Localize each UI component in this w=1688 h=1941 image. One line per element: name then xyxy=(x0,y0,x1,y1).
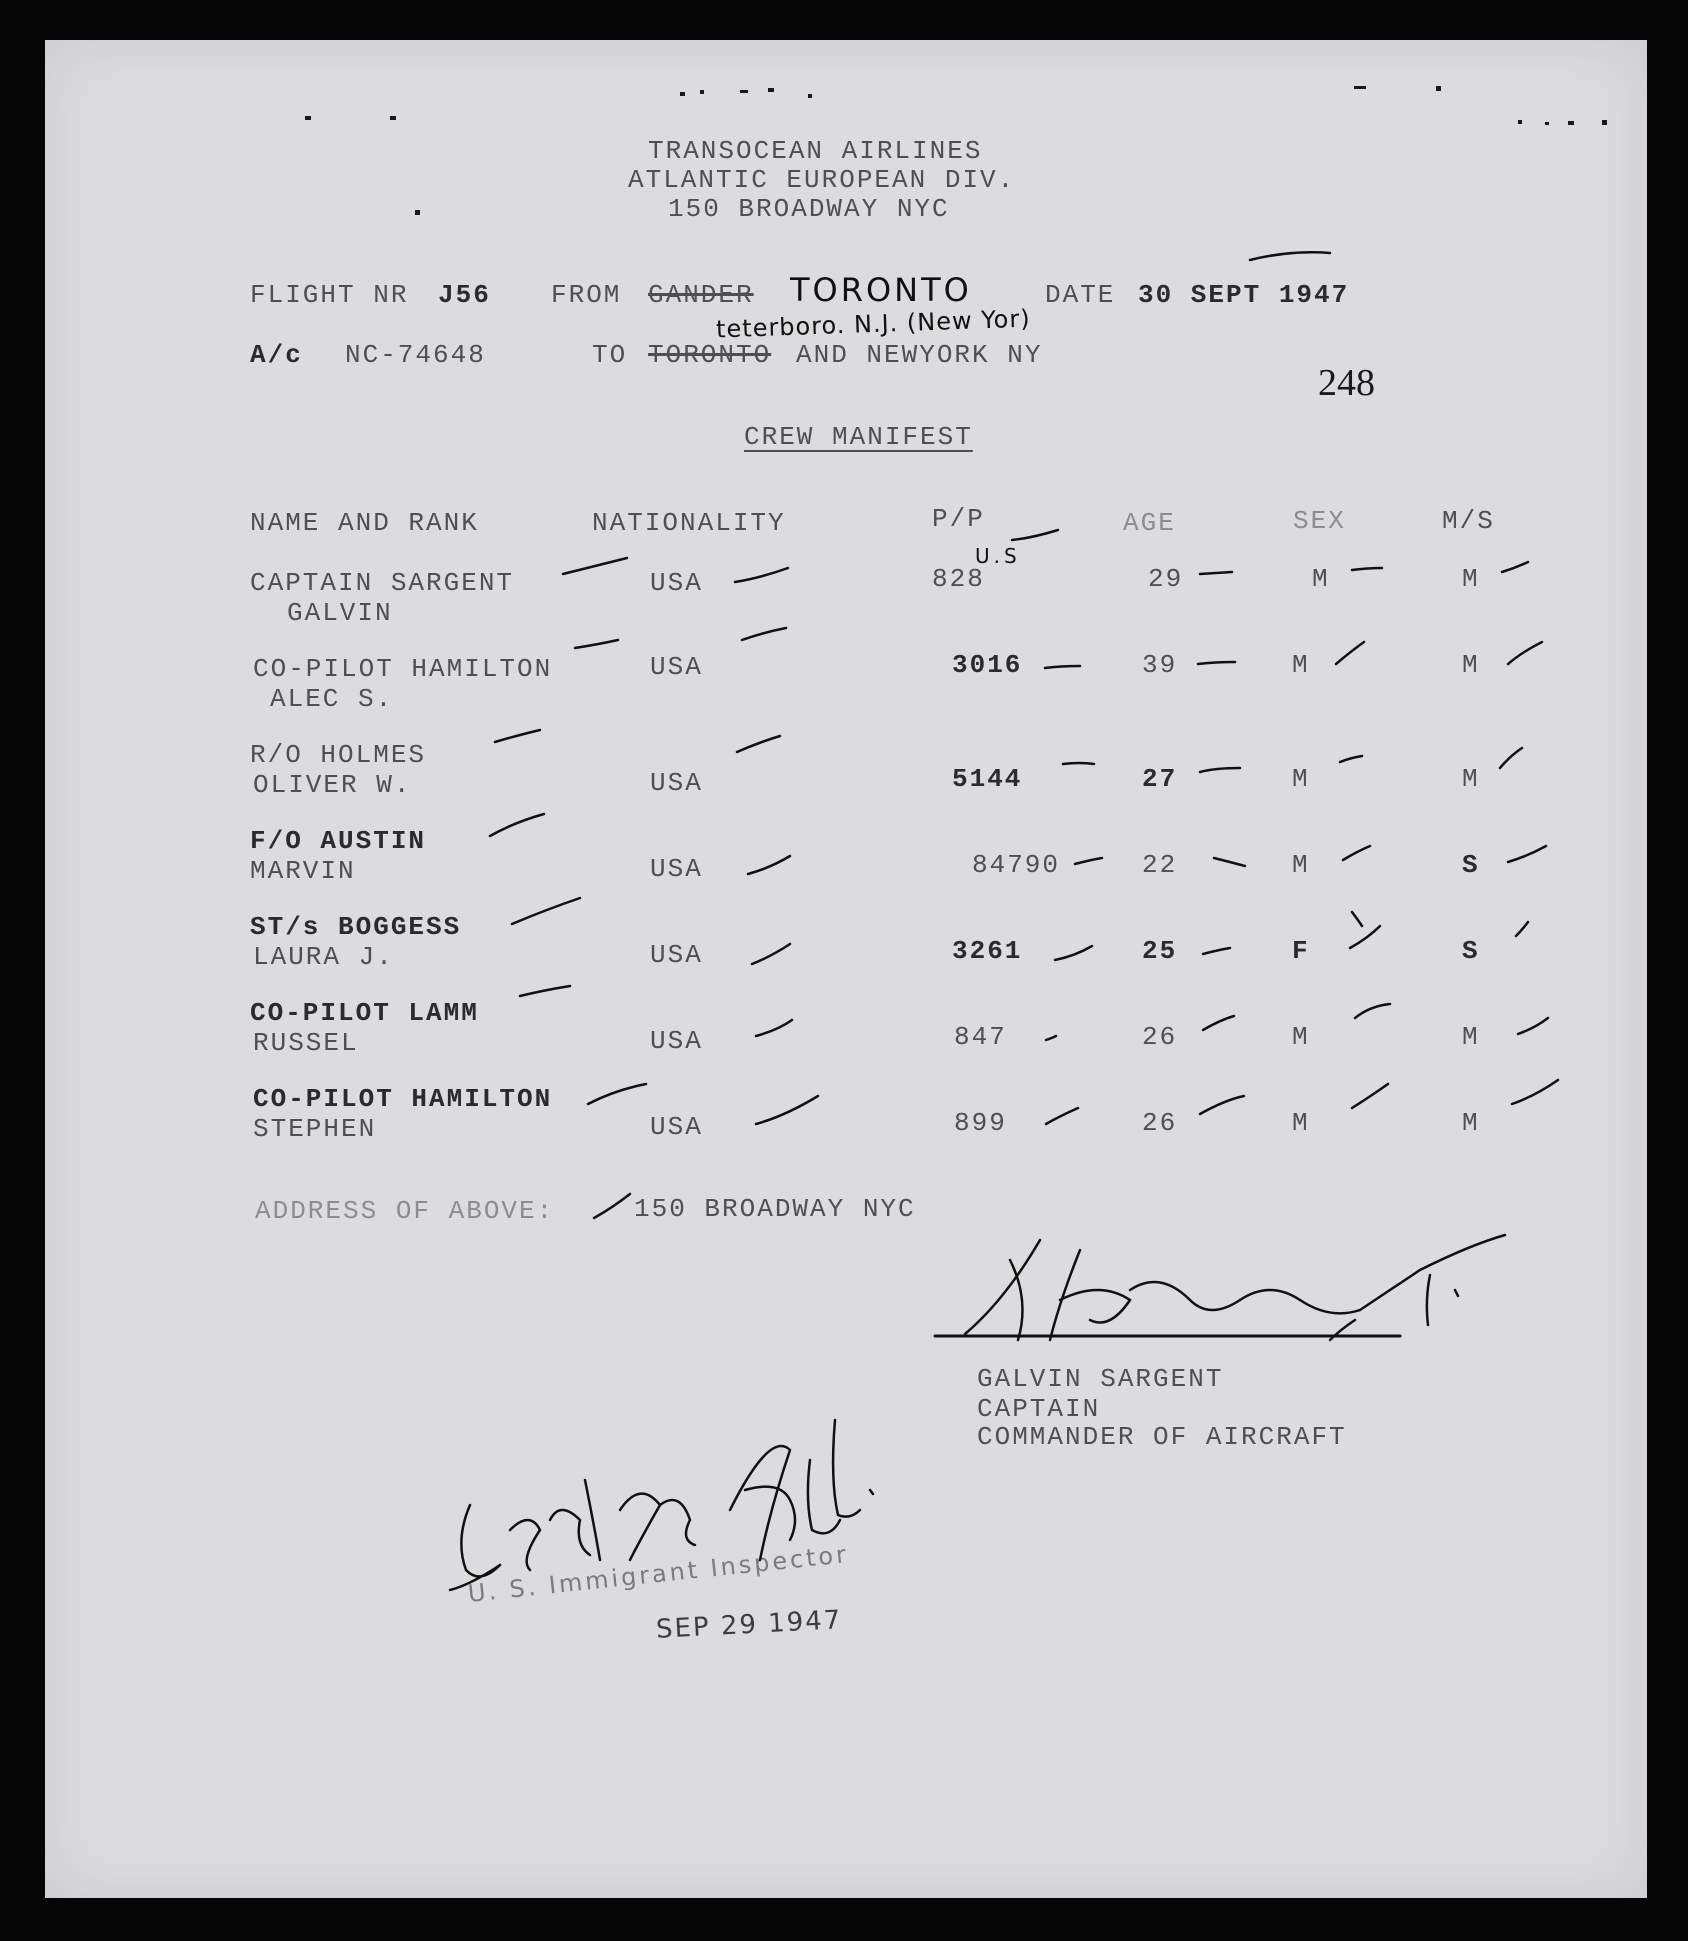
crew-nationality: USA xyxy=(650,768,703,798)
crew-name-line2: MARVIN xyxy=(250,856,356,886)
crew-age: 29 xyxy=(1148,564,1184,594)
crew-passport: 828 xyxy=(932,564,985,594)
crew-nationality: USA xyxy=(650,940,703,970)
crew-passport: 899 xyxy=(954,1108,1007,1138)
address-value: 150 BROADWAY NYC xyxy=(634,1194,916,1224)
crew-sex: M xyxy=(1312,564,1330,594)
crew-name: R/O HOLMES xyxy=(250,740,427,770)
crew-name-line2: GALVIN xyxy=(287,598,393,628)
date-label: DATE xyxy=(1045,280,1116,310)
from-label: FROM xyxy=(551,280,622,310)
crew-marital-status: M xyxy=(1462,764,1480,794)
crew-age: 22 xyxy=(1142,850,1178,880)
crew-marital-status: M xyxy=(1462,1022,1480,1052)
to-label: TO xyxy=(592,340,628,370)
crew-name: CAPTAIN SARGENT xyxy=(250,568,515,598)
crew-name-line2: LAURA J. xyxy=(253,942,394,972)
passport-note: U.S xyxy=(975,544,1021,568)
to-rest: AND NEWYORK NY xyxy=(796,340,1043,370)
manifest-title: CREW MANIFEST xyxy=(744,422,973,452)
col-name-rank: NAME AND RANK xyxy=(250,508,479,538)
crew-sex: M xyxy=(1292,764,1310,794)
to-original: TORONTO xyxy=(648,340,772,370)
crew-marital-status: M xyxy=(1462,564,1480,594)
from-original: GANDER xyxy=(648,280,754,310)
crew-name: ST/s BOGGESS xyxy=(250,912,462,942)
crew-nationality: USA xyxy=(650,854,703,884)
col-sex: SEX xyxy=(1293,506,1346,536)
company-address: 150 BROADWAY NYC xyxy=(668,194,950,224)
crew-name: CO-PILOT HAMILTON xyxy=(253,654,553,684)
flight-date: 30 SEPT 1947 xyxy=(1138,280,1350,310)
crew-name-line2: OLIVER W. xyxy=(253,770,412,800)
crew-marital-status: M xyxy=(1462,650,1480,680)
crew-name-line2: STEPHEN xyxy=(253,1114,377,1144)
flight-number: J56 xyxy=(438,280,491,310)
crew-nationality: USA xyxy=(650,1026,703,1056)
crew-passport: 3016 xyxy=(952,650,1023,680)
flight-label: FLIGHT NR xyxy=(250,280,409,310)
to-handwritten: teterboro. N.J. (New Yor) xyxy=(715,304,1032,344)
captain-role: COMMANDER OF AIRCRAFT xyxy=(977,1422,1347,1452)
crew-marital-status: S xyxy=(1462,850,1480,880)
crew-age: 39 xyxy=(1142,650,1178,680)
crew-age: 27 xyxy=(1142,764,1178,794)
crew-name-line2: ALEC S. xyxy=(270,684,394,714)
col-nationality: NATIONALITY xyxy=(592,508,786,538)
inspector-title: U. S. Immigrant Inspector xyxy=(466,1540,851,1608)
company-name: TRANSOCEAN AIRLINES xyxy=(648,136,983,166)
from-handwritten: TORONTO xyxy=(790,271,972,309)
col-passport: P/P xyxy=(932,504,985,534)
crew-name: F/O AUSTIN xyxy=(250,826,427,856)
captain-name: GALVIN SARGENT xyxy=(977,1364,1224,1394)
crew-name-line2: RUSSEL xyxy=(253,1028,359,1058)
crew-age: 25 xyxy=(1142,936,1178,966)
crew-sex: M xyxy=(1292,1022,1310,1052)
crew-nationality: USA xyxy=(650,652,703,682)
col-age: AGE xyxy=(1123,508,1176,538)
crew-sex: M xyxy=(1292,850,1310,880)
aircraft-label: A/c xyxy=(250,340,303,370)
crew-passport: 3261 xyxy=(952,936,1023,966)
page-number: 248 xyxy=(1318,362,1375,404)
crew-sex: M xyxy=(1292,650,1310,680)
crew-nationality: USA xyxy=(650,1112,703,1142)
col-marital-status: M/S xyxy=(1442,506,1495,536)
crew-marital-status: M xyxy=(1462,1108,1480,1138)
crew-passport: 847 xyxy=(954,1022,1007,1052)
division-name: ATLANTIC EUROPEAN DIV. xyxy=(628,165,1016,195)
stamp-date: SEP 29 1947 xyxy=(655,1605,844,1645)
aircraft-number: NC-74648 xyxy=(345,340,486,370)
crew-name: CO-PILOT LAMM xyxy=(250,998,479,1028)
address-label: ADDRESS OF ABOVE: xyxy=(255,1196,555,1226)
crew-sex: M xyxy=(1292,1108,1310,1138)
crew-sex: F xyxy=(1292,936,1310,966)
crew-passport: 84790 xyxy=(972,850,1061,880)
crew-age: 26 xyxy=(1142,1108,1178,1138)
crew-age: 26 xyxy=(1142,1022,1178,1052)
crew-nationality: USA xyxy=(650,568,703,598)
captain-rank: CAPTAIN xyxy=(977,1394,1101,1424)
crew-marital-status: S xyxy=(1462,936,1480,966)
crew-name: CO-PILOT HAMILTON xyxy=(253,1084,553,1114)
crew-passport: 5144 xyxy=(952,764,1023,794)
